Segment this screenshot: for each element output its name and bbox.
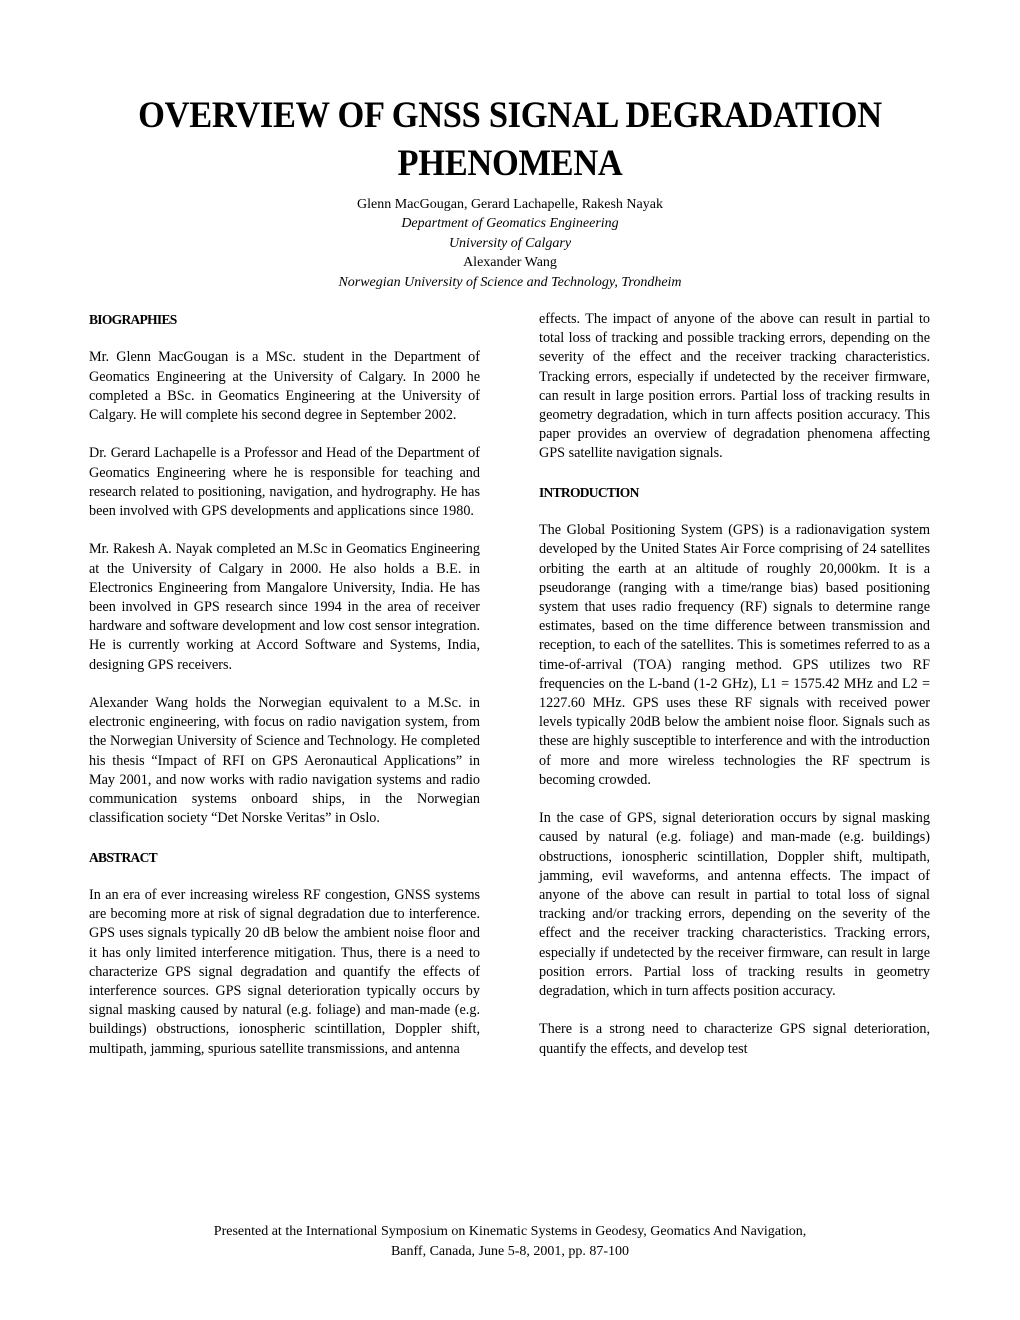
right-column: [539, 310, 930, 1078]
title-line-1: OVERVIEW OF GNSS SIGNAL DEGRADATION: [138, 95, 882, 136]
page-footer: [0, 1222, 1020, 1262]
author-university: University of Calgary: [448, 235, 572, 251]
bio-nayak: Mr. Rakesh A. Nayak completed an M.Sc in Geomatics Engineering at the University of Calgary in 2000. He also holds a B.E. in Electronics Engineering from Mangalore University, India. He has been involved in GPS research since 1994 in the area of receiver hardware and software development and low cost sensor integration. He is currently working at Accord Software and Systems, India, designing GPS receivers.: [89, 541, 480, 673]
author-institution-2: Norwegian University of Science and Technology, Trondheim: [338, 274, 682, 290]
title-line-2: PHENOMENA: [397, 143, 623, 184]
left-column: [89, 310, 480, 1078]
author-department: Department of Geomatics Engineering: [401, 216, 619, 232]
abstract-text: In an era of ever increasing wireless RF congestion, GNSS systems are becoming more at risk of signal degradation due to interference. GPS uses signals typically 20 dB below the ambient noise floor and it has only limited interference mitigation. Thus, there is a need to characterize GPS signal degradation and quantify the effects of interference sources. GPS signal deterioration typically occurs by signal masking caused by natural (e.g. foliage) and man-made (e.g. buildings) obstructions, ionospheric scintillation, Doppler shift, multipath, jamming, spurious satellite transmissions, and antenna: [89, 887, 480, 1057]
paper-title: [36, 92, 985, 188]
bio-lachapelle: Dr. Gerard Lachapelle is a Professor and Head of the Department of Geomatics Engineering where he is responsible for teaching and research related to positioning, navigation, and hydrography. He has been involved with GPS developments and applications since 1980.: [89, 445, 480, 519]
bio-macgougan: Mr. Glenn MacGougan is a MSc. student in the Department of Geomatics Engineering at the University of Calgary. In 2000 he completed a BSc. in Geomatics Engineering at the University of Calgary. He will complete his second degree in September 2002.: [89, 349, 480, 423]
footer-line-1: Presented at the International Symposium on Kinematic Systems in Geodesy, Geomatics And Navigation,: [213, 1224, 807, 1239]
author-block: [0, 195, 1020, 292]
introduction-heading: INTRODUCTION: [539, 484, 639, 500]
intro-paragraph-1: The Global Positioning System (GPS) is a radionavigation system developed by the United States Air Force comprising of 24 satellites orbiting the earth at an altitude of roughly 20,000km. It is a pseudorange (ranging with a time/range bias) based positioning system that uses radio frequency (RF) signals to determine range estimates, based on the time difference between transmission and reception, to each of the satellites. This is sometimes referred to as a time-of-arrival (TOA) ranging method. GPS utilizes two RF frequencies on the L-band (1-2 GHz), L1 = 1575.42 MHz and L2 = 1227.60 MHz. GPS uses these RF signals with received power levels typically 20dB below the ambient noise floor. Signals such as these are highly susceptible to interference and with the introduction of more and more wireless technologies the RF spectrum is becoming crowded.: [539, 522, 930, 788]
bio-wang: Alexander Wang holds the Norwegian equivalent to a M.Sc. in electronic engineering, with focus on radio navigation system, from the Norwegian University of Science and Technology. He completed his thesis “Impact of RFI on GPS Aeronautical Applications” in May 2001, and now works with radio navigation systems and radio communication systems onboard ships, in the Norwegian classification society “Det Norske Veritas” in Oslo.: [89, 695, 480, 827]
abstract-heading: ABSTRACT: [89, 849, 157, 865]
footer-line-2: Banff, Canada, June 5-8, 2001, pp. 87-100: [390, 1244, 630, 1259]
author-names: Glenn MacGougan, Gerard Lachapelle, Rakesh Nayak: [357, 197, 663, 212]
biographies-heading: BIOGRAPHIES: [89, 312, 177, 327]
intro-paragraph-3: There is a strong need to characterize GPS signal deterioration, quantify the effects, and develop test: [539, 1021, 930, 1057]
abstract-continued: effects. The impact of anyone of the above can result in partial to total loss of tracking and possible tracking errors, depending on the severity of the effect and the receiver tracking characteristics. Tracking errors, especially if undetected by the receiver firmware, can result in large position errors. Partial loss of tracking results in geometry degradation, which in turn affects position accuracy. This paper provides an overview of degradation phenomena affecting GPS satellite navigation signals.: [539, 311, 930, 462]
intro-paragraph-2: In the case of GPS, signal deterioration occurs by signal masking caused by natural (e.g. foliage) and man-made (e.g. buildings) obstructions, ionospheric scintillation, Doppler shift, multipath, jamming, evil waveforms, and antenna effects. The impact of anyone of the above can result in partial to total loss of signal tracking and/or tracking errors, depending on the severity of the effect and the receiver tracking characteristics. Tracking errors, especially if undetected by the receiver firmware, can result in large position errors. Partial loss of tracking results in geometry degradation, which in turn affects position accuracy.: [539, 810, 930, 1000]
author-name-2: Alexander Wang: [463, 255, 557, 271]
